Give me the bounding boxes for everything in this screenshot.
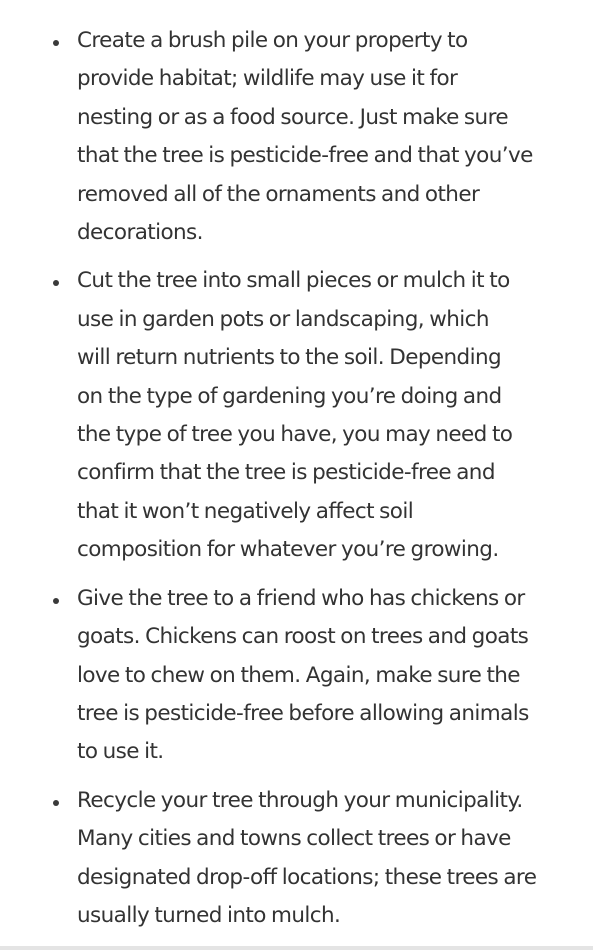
bullet-dot-icon [53,800,59,806]
bullet-dot-icon [53,40,59,46]
list-item-text: Create a brush pile on your property to provide habitat; wildlife may use it for nesting or as a food source. Just make sure that the tree is pesticide-free and that you’ve removed all of the ornaments and other decorations. [77,28,533,246]
bullet-list [0,22,593,945]
list-item [0,580,593,772]
list-item [0,782,593,936]
list-item-text: Give the tree to a friend who has chickens or goats. Chickens can roost on trees and goats love to chew on them. Again, make sure the tree is pesticide-free before allowing animals to use it. [77,585,529,765]
list-item [0,262,593,569]
bullet-dot-icon [53,280,59,286]
list-item-text: Cut the tree into small pieces or mulch it to use in garden pots or landscaping, which will return nutrients to the soil. Depending on the type of gardening you’re doing and the type of tree you have, you may need to confirm that the tree is pesticide-free and that it won’t negatively affect soil composition for whatever you’re growing. [77,268,513,563]
list-item [0,22,593,252]
bottom-divider [0,946,593,950]
list-item-text: Recycle your tree through your municipality. Many cities and towns collect trees or have designated drop-off locations; these trees are usually turned into mulch. [77,787,537,928]
bullet-dot-icon [53,598,59,604]
